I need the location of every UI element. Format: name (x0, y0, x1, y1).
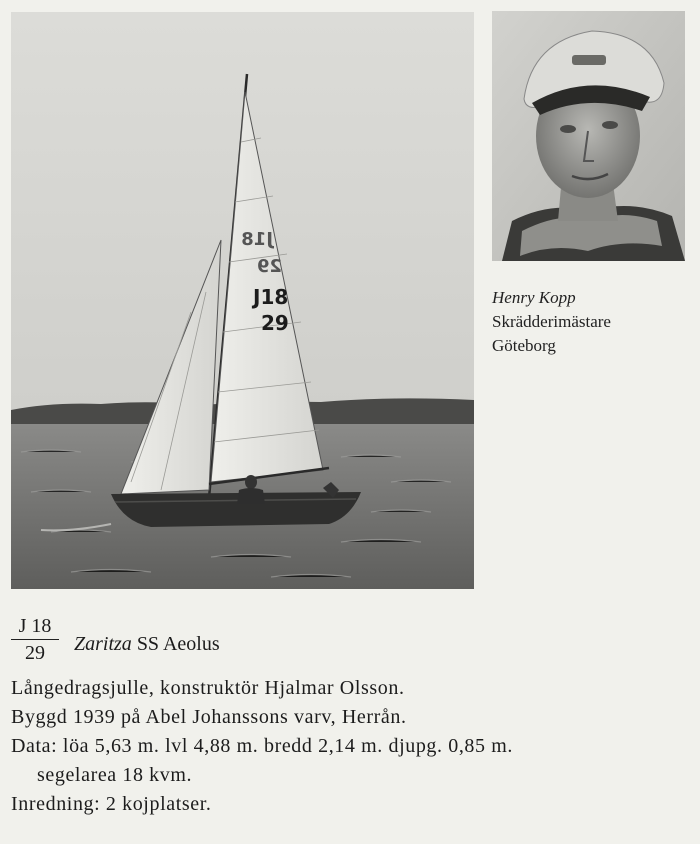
sail-number-front-top: J18 (253, 285, 289, 309)
boat-club: SS Aeolus (136, 633, 220, 655)
boat-description (11, 674, 696, 819)
sailboat-illustration (11, 12, 474, 589)
owner-occupation: Skrädderimästare (492, 312, 611, 331)
sailboat-photo (11, 12, 474, 589)
portrait-photo (492, 11, 685, 261)
portrait-illustration (492, 11, 685, 261)
sail-number-mirrored-top: J18 (241, 229, 273, 250)
description-line: Långedragsjulle, konstruktör Hjalmar Olsson. (11, 677, 405, 699)
sail-number-mirrored-bottom: 29 (256, 256, 282, 277)
owner-name: Henry Kopp (492, 288, 576, 307)
description-line: Data: löa 5,63 m. lvl 4,88 m. bredd 2,14 m. djupg. 0,85 m. (11, 735, 513, 757)
boat-name: Zaritza (74, 633, 132, 655)
description-line: Inredning: 2 kojplatser. (11, 793, 212, 815)
description-line: Byggd 1939 på Abel Johanssons varv, Herrån. (11, 706, 407, 728)
portrait-caption (492, 286, 611, 358)
sail-number-front-bottom: 29 (261, 311, 289, 335)
sail-number-fraction (11, 614, 59, 665)
description-line: segelarea 18 kvm. (37, 764, 193, 786)
boat-title (74, 633, 220, 656)
hull (111, 492, 361, 527)
sail-number-top: J 18 (11, 614, 59, 640)
sailor (245, 475, 257, 489)
owner-city: Göteborg (492, 336, 556, 355)
sail-number-bottom: 29 (25, 642, 45, 664)
